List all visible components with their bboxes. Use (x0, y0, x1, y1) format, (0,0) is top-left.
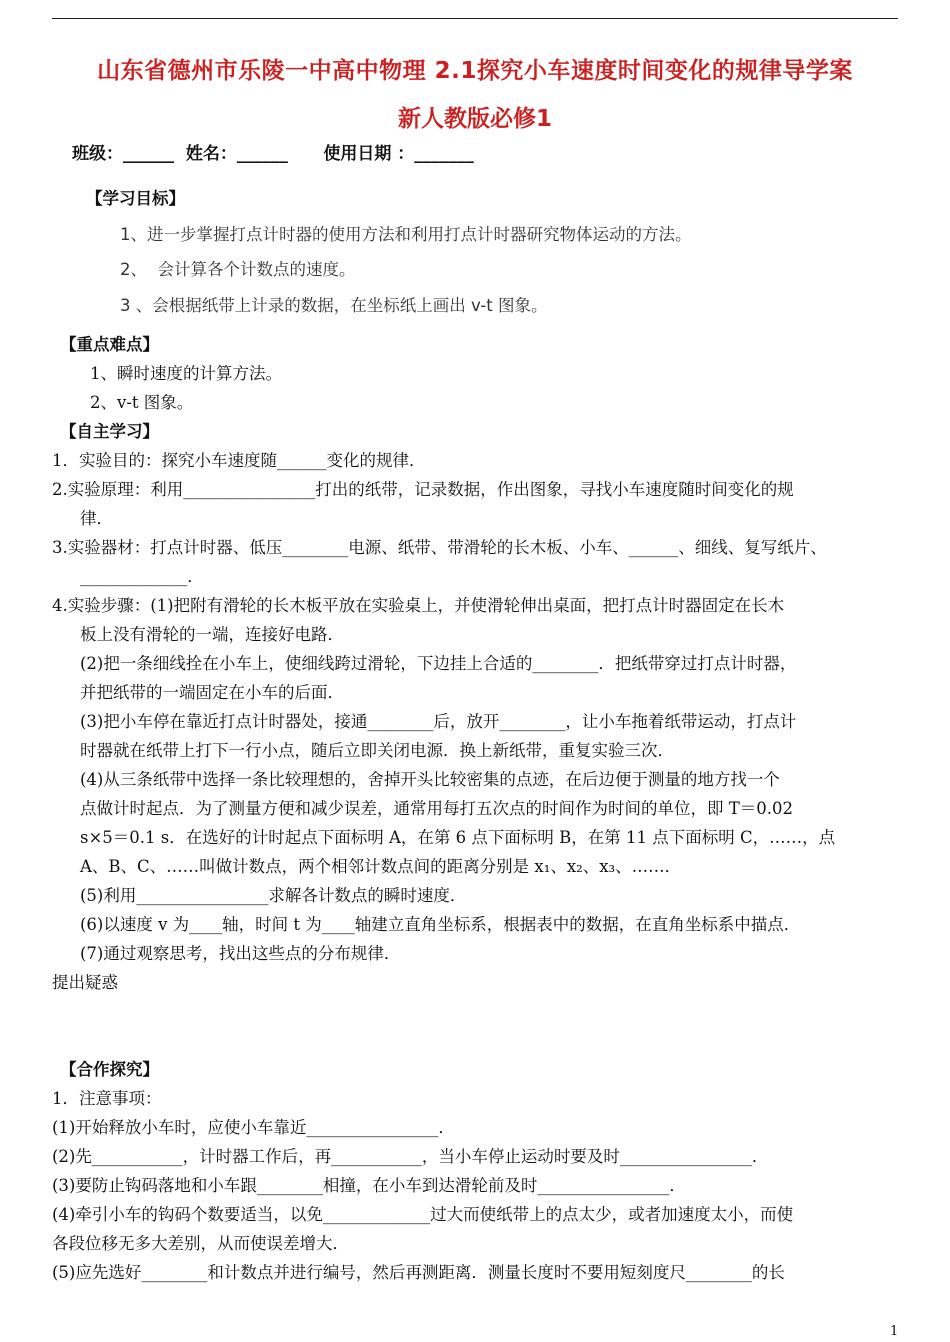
self-study-line: 4.实验步骤：(1)把附有滑轮的长木板平放在实验桌上，并使滑轮伸出桌面，把打点计时器固定在长木 (52, 596, 785, 615)
questions-label: 提出疑惑 (52, 973, 118, 992)
key-point-item: 2、v-t 图象。 (90, 393, 194, 412)
goal-item: 2、 会计算各个计数点的速度。 (120, 260, 356, 279)
self-study-line: 板上没有滑轮的一端，连接好电路． (80, 625, 344, 644)
self-study-line: 1．实验目的：探究小车速度随______变化的规律． (52, 451, 426, 470)
title-line-1: 山东省德州市乐陵一中高中物理 2.1探究小车速度时间变化的规律导学案 (97, 58, 853, 84)
cooperation-line: 各段位移无多大差别，从而使误差增大． (52, 1234, 349, 1253)
cooperation-heading: 【合作探究】 (60, 1060, 159, 1079)
title-line-2: 新人教版必修1 (397, 106, 552, 132)
cooperation-line: (3)要防止钩码落地和小车跟________相撞，在小车到达滑轮前及时________________． (52, 1176, 686, 1195)
self-study-line: (4)从三条纸带中选择一条比较理想的，舍掉开头比较密集的点迹，在后边便于测量的地方找一个 (80, 770, 780, 789)
self-study-line: 点做计时起点．为了测量方便和减少误差，通常用每打五次点的时间作为时间的单位，即 T＝0.02 (80, 799, 793, 818)
key-points-heading: 【重点难点】 (60, 335, 159, 354)
cooperation-line: (4)牵引小车的钩码个数要适当，以免_____________过大而使纸带上的点太少，或者加速度太小，而使 (52, 1205, 794, 1224)
self-study-line: (7)通过观察思考，找出这些点的分布规律． (80, 944, 401, 963)
self-study-line: 3.实验器材：打点计时器、低压________电源、纸带、带滑轮的长木板、小车、______、细线、复写纸片、 (52, 538, 827, 557)
cooperation-line: (5)应先选好________和计数点并进行编号，然后再测距离．测量长度时不要用短刻度尺________的长 (52, 1263, 785, 1282)
page-number: 1 (890, 1324, 899, 1339)
top-rule (52, 18, 898, 19)
self-study-line: 律． (80, 509, 113, 528)
self-study-line: 并把纸带的一端固定在小车的后面． (80, 683, 344, 702)
self-study-line: s×5＝0.1 s．在选好的计时起点下面标明 A，在第 6 点下面标明 B，在第 11 点下面标明 C，……，点 (80, 828, 836, 847)
self-study-line: (6)以速度 v 为____轴，时间 t 为____轴建立直角坐标系，根据表中的数据，在直角坐标系中描点． (80, 915, 801, 934)
self-study-line: A、B、C、……叫做计数点，两个相邻计数点间的距离分别是 x₁、x₂、x₃、……． (80, 857, 682, 876)
cooperation-line: 1．注意事项： (52, 1089, 162, 1108)
self-study-line: (5)利用________________求解各计数点的瞬时速度． (80, 886, 467, 905)
goal-item: 3 、会根据纸带上计录的数据，在坐标纸上画出 v-t 图象。 (120, 296, 548, 315)
cooperation-line: (1)开始释放小车时，应使小车靠近________________． (52, 1118, 455, 1137)
self-study-heading: 【自主学习】 (60, 422, 159, 441)
goal-item: 1、进一步掌握打点计时器的使用方法和利用打点计时器研究物体运动的方法。 (120, 225, 692, 244)
goals-heading: 【学习目标】 (86, 189, 185, 208)
cooperation-line: (2)先___________，计时器工作后，再___________，当小车停止运动时要及时________________． (52, 1147, 769, 1166)
key-point-item: 1、瞬时速度的计算方法。 (90, 364, 282, 383)
self-study-line: (2)把一条细线拴在小车上，使细线跨过滑轮，下边挂上合适的________．把纸带穿过打点计时器， (80, 654, 797, 673)
self-study-line: (3)把小车停在靠近打点计时器处，接通________后，放开________，让小车拖着纸带运动，打点计 (80, 712, 797, 731)
self-study-line: 2.实验原理：利用________________打出的纸带，记录数据，作出图象，寻找小车速度随时间变化的规 (52, 480, 794, 499)
self-study-line: _____________． (80, 567, 204, 586)
self-study-line: 时器就在纸带上打下一行小点，随后立即关闭电源．换上新纸带，重复实验三次． (80, 741, 674, 760)
student-info-line: 班级：______ 姓名：______ 使用日期 ：_______ (72, 144, 474, 164)
